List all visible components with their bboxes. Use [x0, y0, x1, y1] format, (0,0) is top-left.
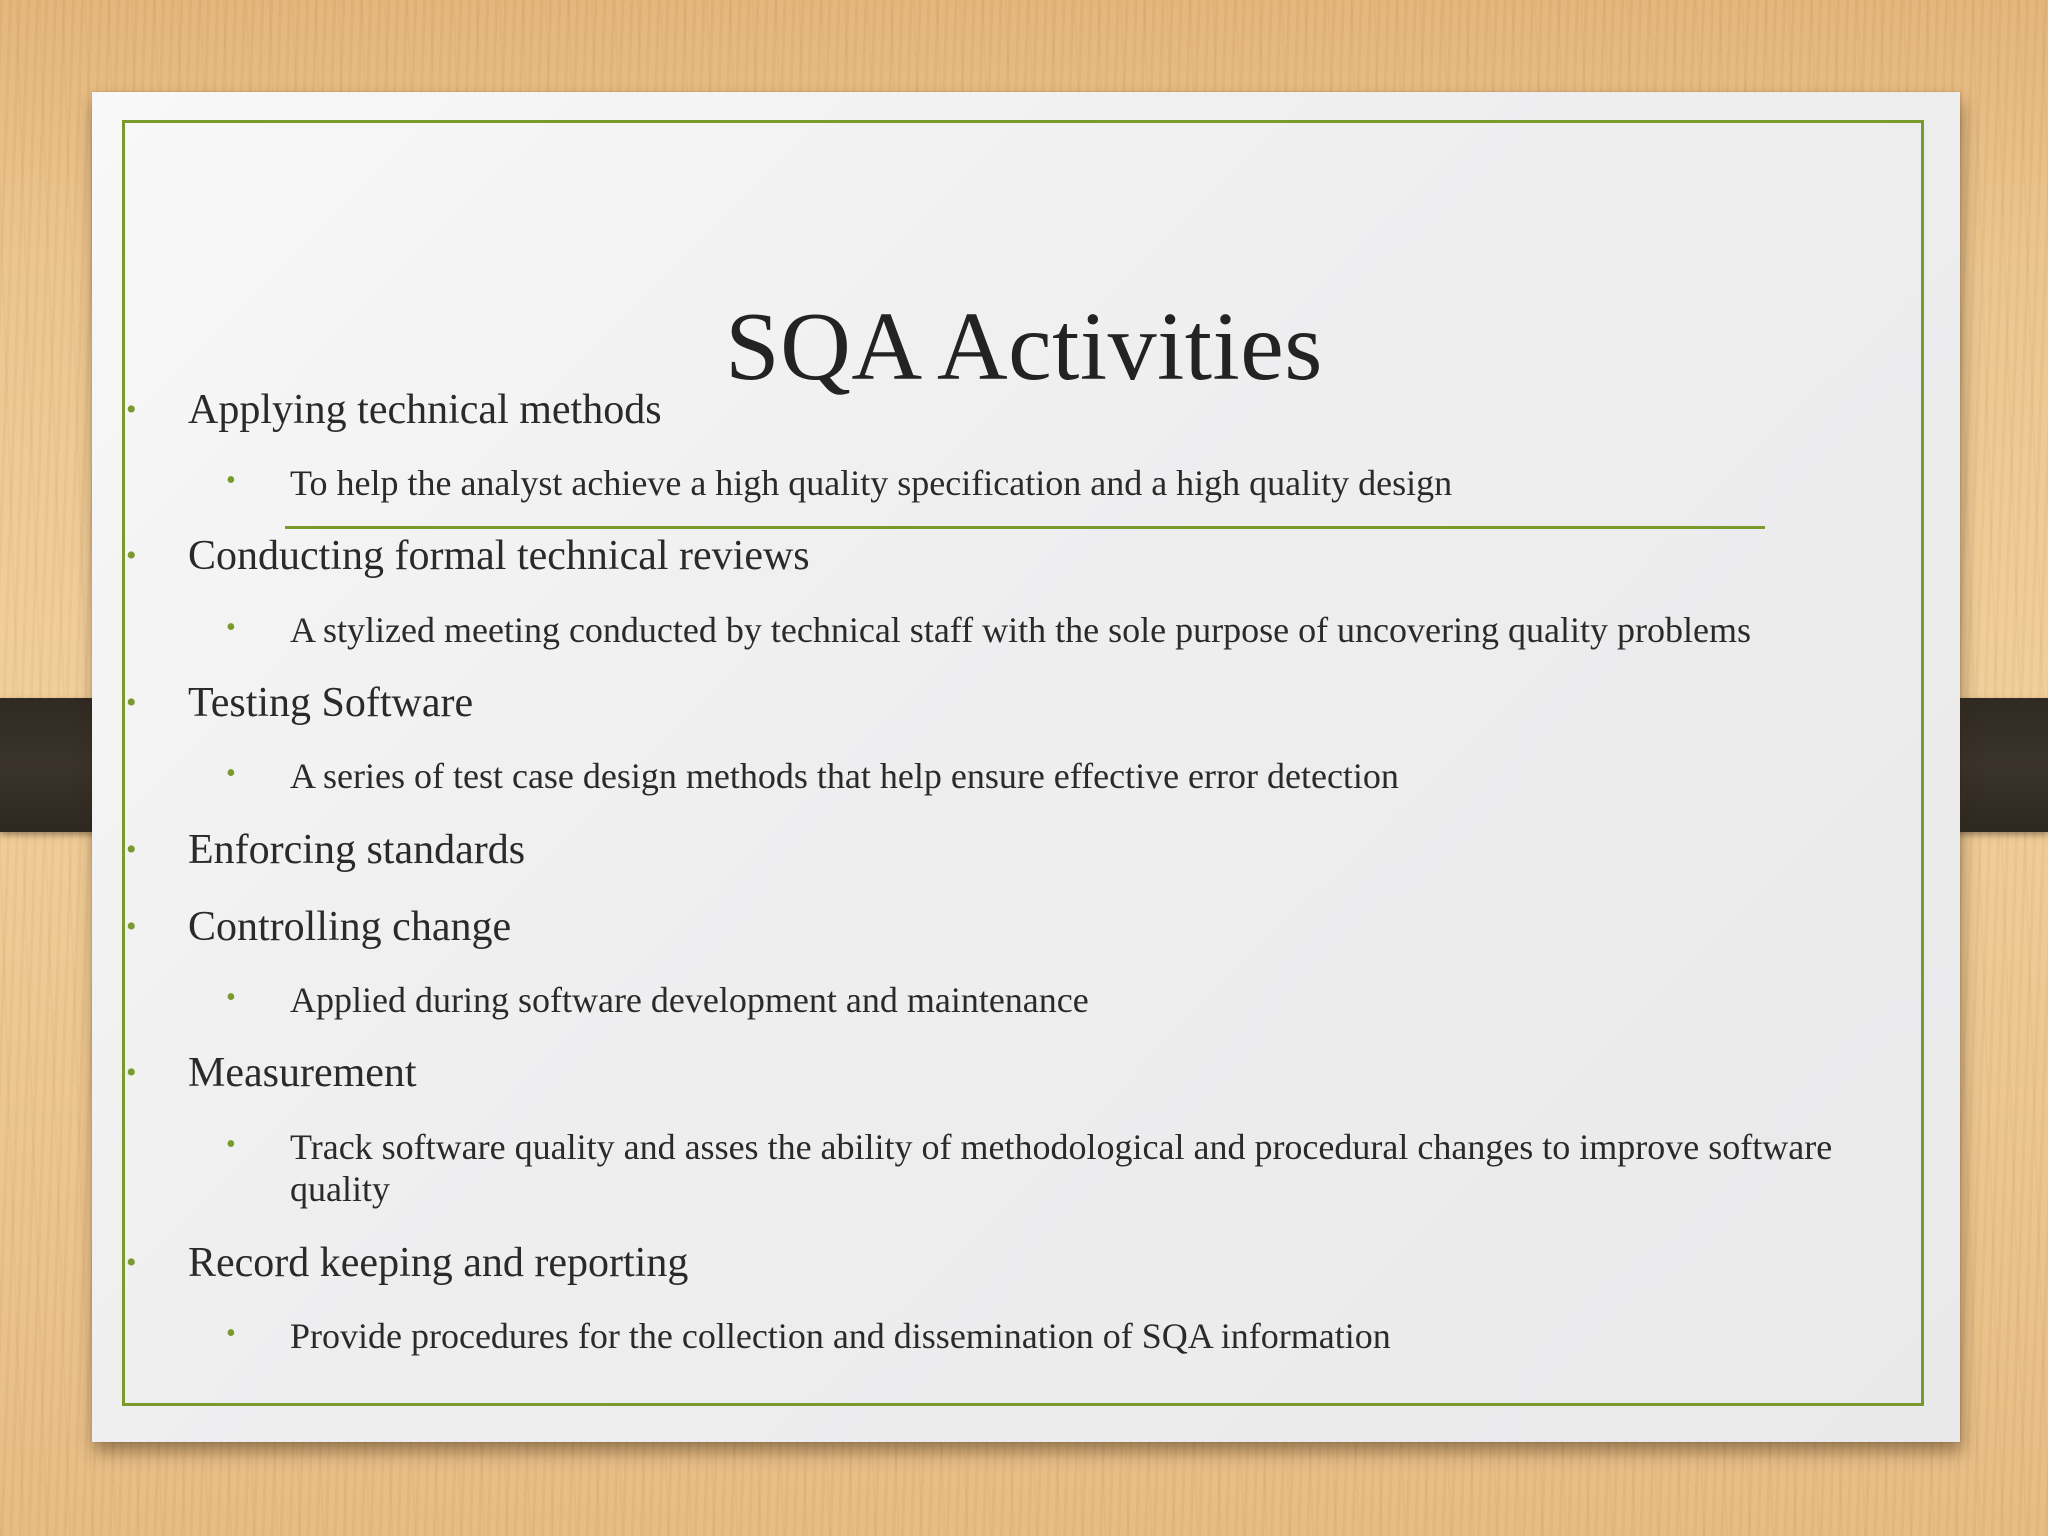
- sub-bullet-item-label: A series of test case design methods that help ensure effective error detection: [290, 756, 1399, 796]
- sub-bullet-item-label: A stylized meeting conducted by technical staff with the sole purpose of uncovering quality problems: [290, 610, 1751, 650]
- bullet-item-label: Controlling change: [188, 904, 512, 950]
- bullet-item-label: Measurement: [188, 1050, 417, 1096]
- sub-bullet-icon: •: [226, 612, 236, 643]
- bullet-item-formal-technical-reviews: [126, 532, 810, 580]
- bullet-icon: •: [126, 393, 137, 426]
- sub-bullet-icon: •: [226, 1129, 236, 1160]
- sub-bullet-item-label: Provide procedures for the collection and dissemination of SQA information: [290, 1316, 1391, 1356]
- bullet-item-measurement: [126, 1049, 417, 1097]
- sub-bullet-item: [226, 755, 1399, 797]
- bullet-icon: •: [126, 910, 137, 943]
- bullet-item-applying-technical-methods: [126, 386, 662, 434]
- sub-bullet-item-label: Track software quality and asses the ability of methodological and procedural changes to improve software quality: [290, 1127, 1833, 1209]
- sub-bullet-item: [226, 1315, 1391, 1357]
- sub-bullet-item: [226, 979, 1089, 1021]
- bullet-item-testing-software: [126, 679, 474, 727]
- sub-bullet-item-label: To help the analyst achieve a high quality specification and a high quality design: [290, 463, 1453, 503]
- sub-bullet-icon: •: [226, 465, 236, 496]
- sub-bullet-icon: •: [226, 758, 236, 789]
- bullet-item-enforcing-standards: [126, 826, 526, 874]
- sub-bullet-icon: •: [226, 982, 236, 1013]
- bullet-icon: •: [126, 833, 137, 866]
- sub-bullet-item-label: Applied during software development and maintenance: [290, 980, 1089, 1020]
- bullet-icon: •: [126, 539, 137, 572]
- bullet-item-label: Testing Software: [188, 680, 474, 726]
- bullet-icon: •: [126, 1246, 137, 1279]
- slide-title: SQA Activities: [725, 293, 1323, 401]
- bullet-icon: •: [126, 686, 137, 719]
- bullet-icon: •: [126, 1056, 137, 1089]
- sub-bullet-item: [226, 1126, 1850, 1210]
- bullet-item-label: Record keeping and reporting: [188, 1240, 689, 1286]
- sub-bullet-icon: •: [226, 1318, 236, 1349]
- bullet-item-label: Conducting formal technical reviews: [188, 533, 810, 579]
- bullet-item-record-keeping: [126, 1239, 689, 1287]
- bullet-item-label: Applying technical methods: [188, 387, 662, 433]
- bullet-item-controlling-change: [126, 903, 512, 951]
- sub-bullet-item: [226, 462, 1453, 504]
- sub-bullet-item: [226, 609, 1751, 651]
- bullet-item-label: Enforcing standards: [188, 827, 526, 873]
